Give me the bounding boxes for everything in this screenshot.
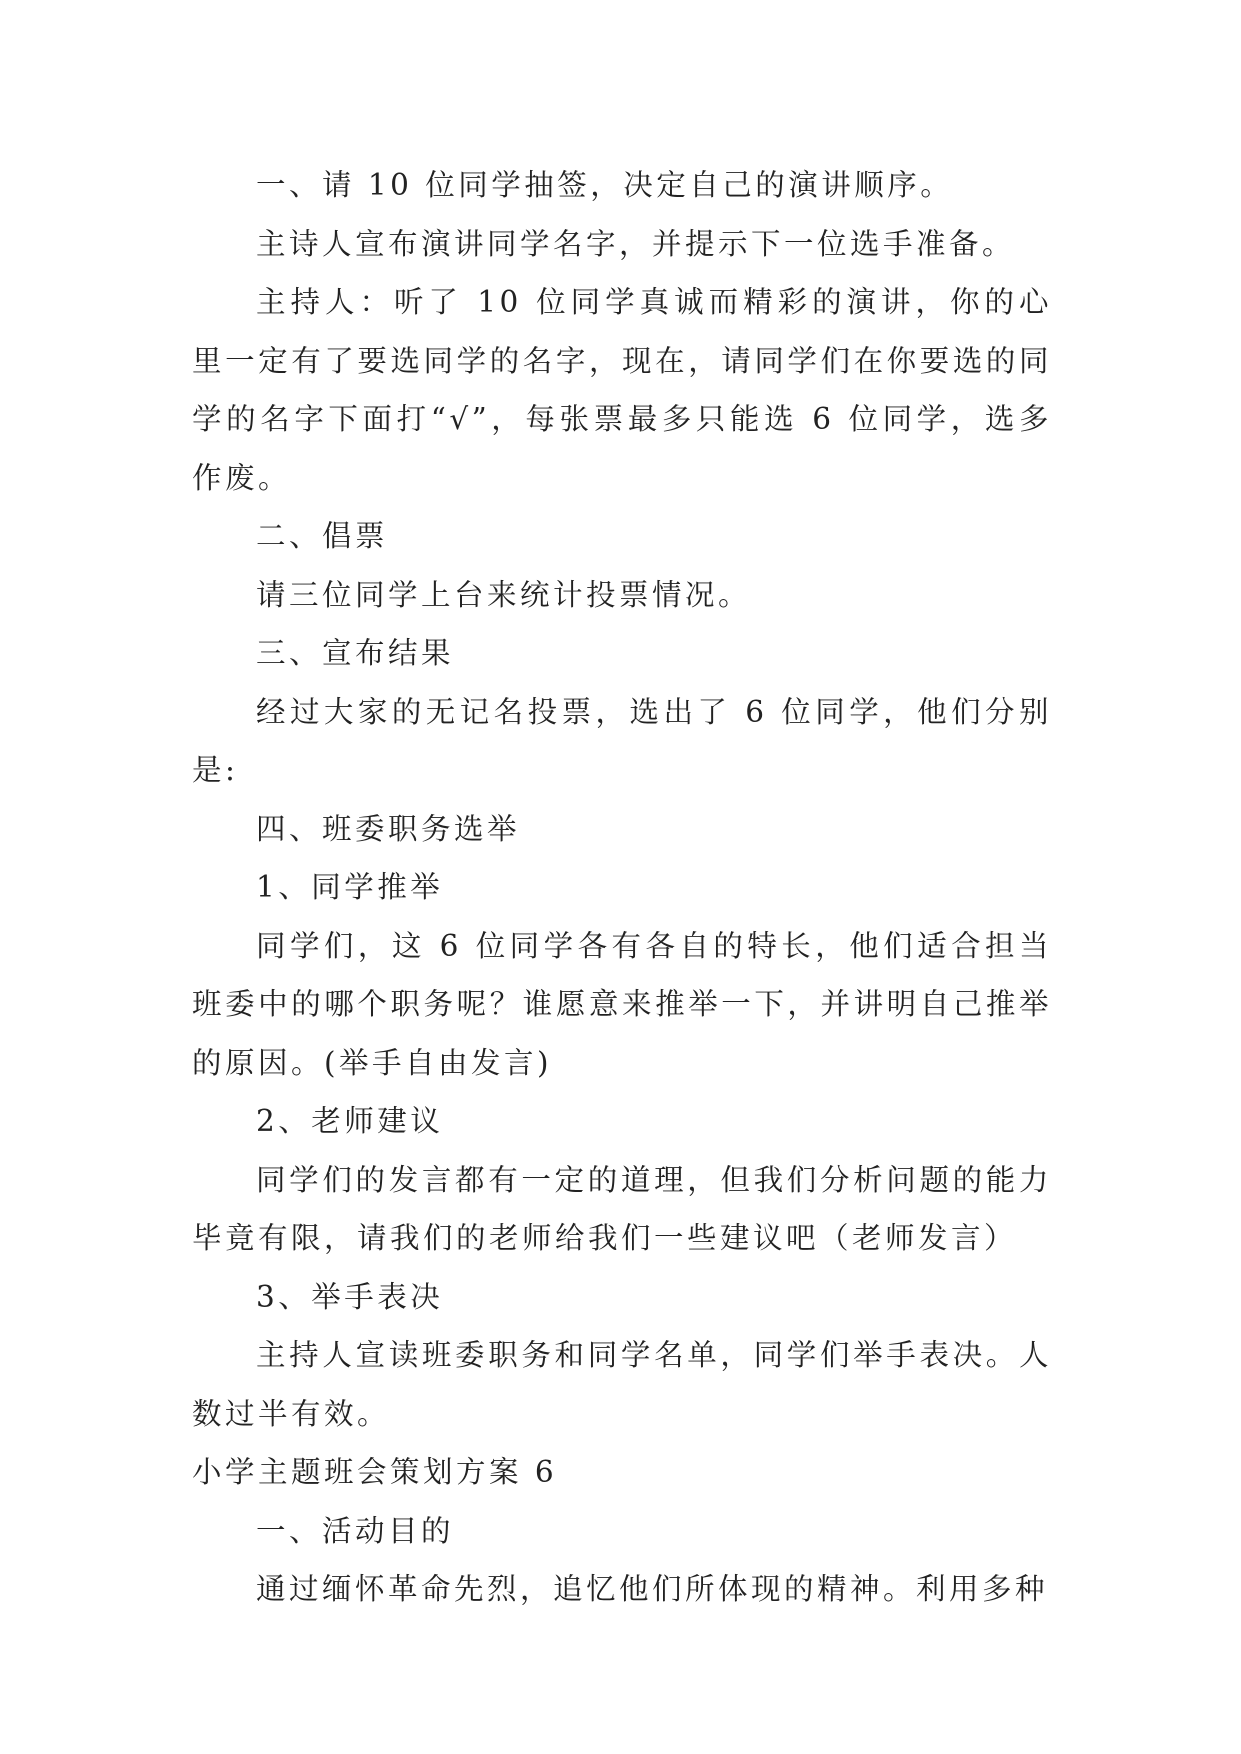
subheading-3: 3、举手表决 [256, 1279, 444, 1314]
subheading-2: 2、老师建议 [256, 1104, 444, 1138]
paragraph-2: 主诗人宣布演讲同学名字，并提示下一位选手准备。 [256, 226, 1016, 261]
plan-title: 小学主题班会策划方案 6 [192, 1455, 558, 1489]
paragraph-3: 主持人：听了 10 位同学真诚而精彩的演讲，你的心里一定有了要选同学的名字，现在，请同学们在你要选的同学的名字下面打“√”，每张票最多只能选 6 位同学，选多作废。 [192, 285, 1052, 495]
paragraph-7: 经过大家的无记名投票，选出了 6 位同学，他们分别是: [192, 694, 1052, 787]
subheading-1: 1、同学推举 [256, 870, 444, 904]
heading-section-4: 四、班委职务选举 [256, 811, 521, 846]
document-body [192, 156, 1052, 1619]
paragraph-17: 通过缅怀革命先烈，追忆他们所体现的精神。利用多种 [256, 1572, 1049, 1606]
paragraph-10: 同学们，这 6 位同学各有各自的特长，他们适合担当班委中的哪个职务呢？谁愿意来推举一下，并讲明自己推举的原因。(举手自由发言) [192, 928, 1052, 1080]
paragraph-5: 请三位同学上台来统计投票情况。 [256, 577, 752, 612]
paragraph-14: 主持人宣读班委职务和同学名单，同学们举手表决。人数过半有效。 [192, 1338, 1052, 1431]
heading-section-3: 三、宣布结果 [256, 636, 455, 670]
heading-section-2: 二、倡票 [256, 519, 389, 553]
paragraph-12: 同学们的发言都有一定的道理，但我们分析问题的能力毕竟有限，请我们的老师给我们一些建议吧（老师发言） [192, 1162, 1052, 1255]
paragraph-1: 一、请 10 位同学抽签，决定自己的演讲顺序。 [256, 168, 954, 202]
heading-activity-purpose: 一、活动目的 [256, 1513, 455, 1548]
